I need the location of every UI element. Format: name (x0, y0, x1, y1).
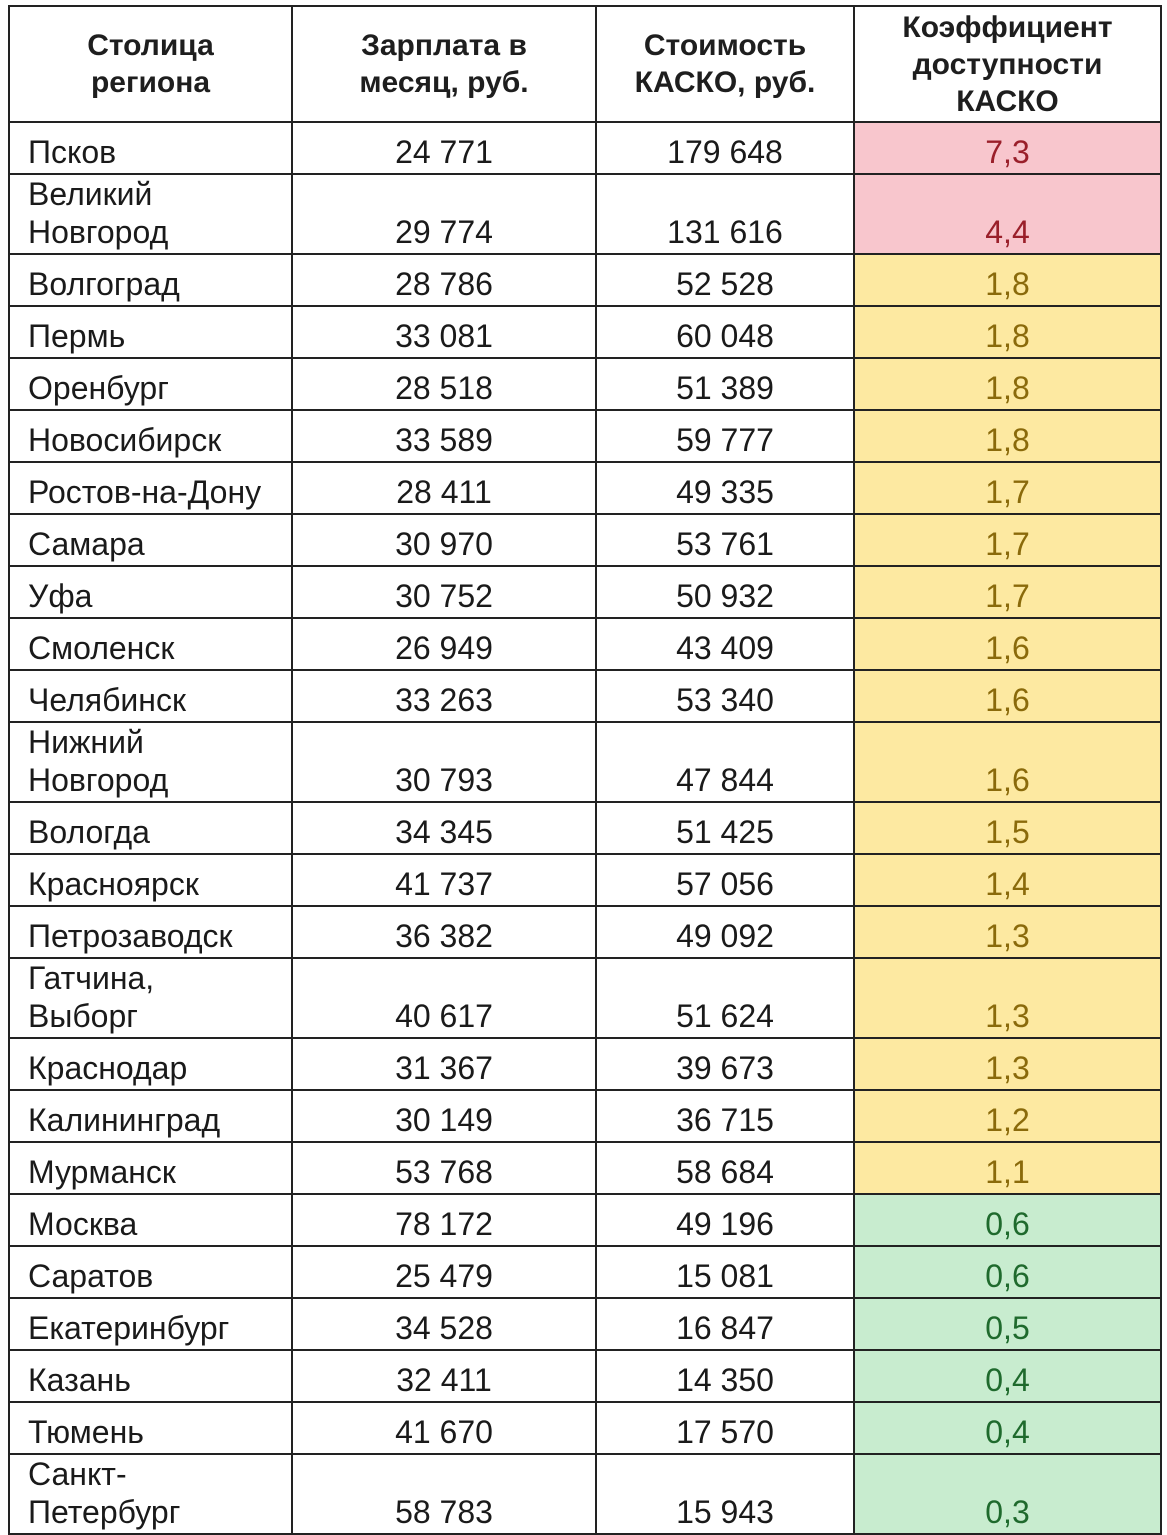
kasko-cost-cell: 49 196 (596, 1194, 854, 1246)
salary-cell: 30 970 (292, 514, 596, 566)
coefficient-cell: 1,6 (854, 618, 1161, 670)
table-row (9, 618, 1161, 670)
kasko-cost-cell: 15 943 (596, 1454, 854, 1534)
table-row (9, 566, 1161, 618)
kasko-cost-cell: 15 081 (596, 1246, 854, 1298)
city-cell: Самара (9, 514, 292, 566)
kasko-cost-cell: 53 340 (596, 670, 854, 722)
salary-cell: 28 786 (292, 254, 596, 306)
coefficient-cell: 1,4 (854, 854, 1161, 906)
coefficient-cell: 1,1 (854, 1142, 1161, 1194)
kasko-cost-cell: 43 409 (596, 618, 854, 670)
kasko-cost-cell: 60 048 (596, 306, 854, 358)
coefficient-cell: 7,3 (854, 122, 1161, 174)
salary-cell: 40 617 (292, 958, 596, 1038)
salary-cell: 30 752 (292, 566, 596, 618)
kasko-cost-cell: 36 715 (596, 1090, 854, 1142)
city-cell: Оренбург (9, 358, 292, 410)
table-row (9, 306, 1161, 358)
coefficient-cell: 1,8 (854, 254, 1161, 306)
coefficient-cell: 0,4 (854, 1350, 1161, 1402)
table-row (9, 462, 1161, 514)
table-row (9, 854, 1161, 906)
coefficient-cell: 1,8 (854, 306, 1161, 358)
coefficient-cell: 0,6 (854, 1194, 1161, 1246)
table-row (9, 1402, 1161, 1454)
table-row (9, 1454, 1161, 1534)
salary-cell: 25 479 (292, 1246, 596, 1298)
coefficient-cell: 1,7 (854, 514, 1161, 566)
kasko-cost-cell: 39 673 (596, 1038, 854, 1090)
city-cell: Тюмень (9, 1402, 292, 1454)
table-header (9, 6, 1161, 122)
salary-cell: 29 774 (292, 174, 596, 254)
kasko-cost-cell: 47 844 (596, 722, 854, 802)
salary-cell: 24 771 (292, 122, 596, 174)
city-cell: Калининград (9, 1090, 292, 1142)
coefficient-cell: 1,3 (854, 906, 1161, 958)
table-row (9, 1298, 1161, 1350)
table-row (9, 254, 1161, 306)
salary-cell: 34 528 (292, 1298, 596, 1350)
kasko-cost-cell: 16 847 (596, 1298, 854, 1350)
kasko-cost-cell: 58 684 (596, 1142, 854, 1194)
table-wrapper (8, 5, 1162, 1535)
table-row (9, 906, 1161, 958)
salary-cell: 41 670 (292, 1402, 596, 1454)
header-city-text: Столица региона (87, 29, 214, 99)
kasko-cost-cell: 131 616 (596, 174, 854, 254)
kasko-cost-cell: 49 335 (596, 462, 854, 514)
city-cell: Пермь (9, 306, 292, 358)
city-cell: Гатчина, Выборг (9, 958, 292, 1038)
table-row (9, 514, 1161, 566)
header-kasko (596, 6, 854, 122)
salary-cell: 26 949 (292, 618, 596, 670)
table-row (9, 1038, 1161, 1090)
table-row (9, 722, 1161, 802)
table-row (9, 670, 1161, 722)
city-cell: Красноярск (9, 854, 292, 906)
table-row (9, 122, 1161, 174)
city-cell: Петрозаводск (9, 906, 292, 958)
table-row (9, 1350, 1161, 1402)
table-row (9, 1090, 1161, 1142)
city-cell: Уфа (9, 566, 292, 618)
coefficient-cell: 0,5 (854, 1298, 1161, 1350)
kasko-affordability-table (8, 5, 1162, 1535)
coefficient-cell: 1,6 (854, 722, 1161, 802)
coefficient-cell: 1,3 (854, 1038, 1161, 1090)
coefficient-cell: 4,4 (854, 174, 1161, 254)
coefficient-cell: 1,5 (854, 802, 1161, 854)
coefficient-cell: 0,6 (854, 1246, 1161, 1298)
city-cell: Волгоград (9, 254, 292, 306)
kasko-cost-cell: 51 425 (596, 802, 854, 854)
kasko-cost-cell: 51 624 (596, 958, 854, 1038)
kasko-cost-cell: 179 648 (596, 122, 854, 174)
kasko-cost-cell: 14 350 (596, 1350, 854, 1402)
coefficient-cell: 1,6 (854, 670, 1161, 722)
city-cell: Краснодар (9, 1038, 292, 1090)
city-cell: Екатеринбург (9, 1298, 292, 1350)
salary-cell: 53 768 (292, 1142, 596, 1194)
salary-cell: 58 783 (292, 1454, 596, 1534)
table-row (9, 410, 1161, 462)
salary-cell: 32 411 (292, 1350, 596, 1402)
salary-cell: 78 172 (292, 1194, 596, 1246)
city-cell: Челябинск (9, 670, 292, 722)
salary-cell: 28 518 (292, 358, 596, 410)
salary-cell: 33 589 (292, 410, 596, 462)
kasko-cost-cell: 52 528 (596, 254, 854, 306)
city-cell: Казань (9, 1350, 292, 1402)
coefficient-cell: 1,7 (854, 566, 1161, 618)
coefficient-cell: 1,8 (854, 358, 1161, 410)
salary-cell: 33 263 (292, 670, 596, 722)
city-cell: Саратов (9, 1246, 292, 1298)
coefficient-cell: 0,3 (854, 1454, 1161, 1534)
coefficient-cell: 1,8 (854, 410, 1161, 462)
salary-cell: 30 793 (292, 722, 596, 802)
header-kasko-text: Стоимость КАСКО, руб. (634, 29, 816, 99)
salary-cell: 36 382 (292, 906, 596, 958)
city-cell: Великий Новгород (9, 174, 292, 254)
city-cell: Москва (9, 1194, 292, 1246)
city-cell: Псков (9, 122, 292, 174)
kasko-cost-cell: 57 056 (596, 854, 854, 906)
header-row (9, 6, 1161, 122)
table-body (9, 122, 1161, 1534)
salary-cell: 41 737 (292, 854, 596, 906)
table-row (9, 1194, 1161, 1246)
header-city (9, 6, 292, 122)
city-cell: Новосибирск (9, 410, 292, 462)
city-cell: Санкт-Петербург (9, 1454, 292, 1534)
salary-cell: 28 411 (292, 462, 596, 514)
city-cell: Вологда (9, 802, 292, 854)
coefficient-cell: 1,3 (854, 958, 1161, 1038)
table-row (9, 174, 1161, 254)
kasko-cost-cell: 17 570 (596, 1402, 854, 1454)
salary-cell: 34 345 (292, 802, 596, 854)
city-cell: Нижний Новгород (9, 722, 292, 802)
kasko-cost-cell: 50 932 (596, 566, 854, 618)
header-salary-text: Зарплата в месяц, руб. (359, 29, 529, 99)
header-salary (292, 6, 596, 122)
table-row (9, 1142, 1161, 1194)
kasko-cost-cell: 53 761 (596, 514, 854, 566)
header-coef-text: Коэффициент доступности КАСКО (902, 10, 1113, 118)
kasko-cost-cell: 59 777 (596, 410, 854, 462)
table-row (9, 1246, 1161, 1298)
kasko-cost-cell: 51 389 (596, 358, 854, 410)
city-cell: Мурманск (9, 1142, 292, 1194)
kasko-cost-cell: 49 092 (596, 906, 854, 958)
coefficient-cell: 0,4 (854, 1402, 1161, 1454)
table-row (9, 358, 1161, 410)
coefficient-cell: 1,7 (854, 462, 1161, 514)
city-cell: Ростов-на-Дону (9, 462, 292, 514)
header-coef (854, 6, 1161, 122)
salary-cell: 33 081 (292, 306, 596, 358)
table-row (9, 958, 1161, 1038)
salary-cell: 31 367 (292, 1038, 596, 1090)
table-row (9, 802, 1161, 854)
coefficient-cell: 1,2 (854, 1090, 1161, 1142)
salary-cell: 30 149 (292, 1090, 596, 1142)
city-cell: Смоленск (9, 618, 292, 670)
